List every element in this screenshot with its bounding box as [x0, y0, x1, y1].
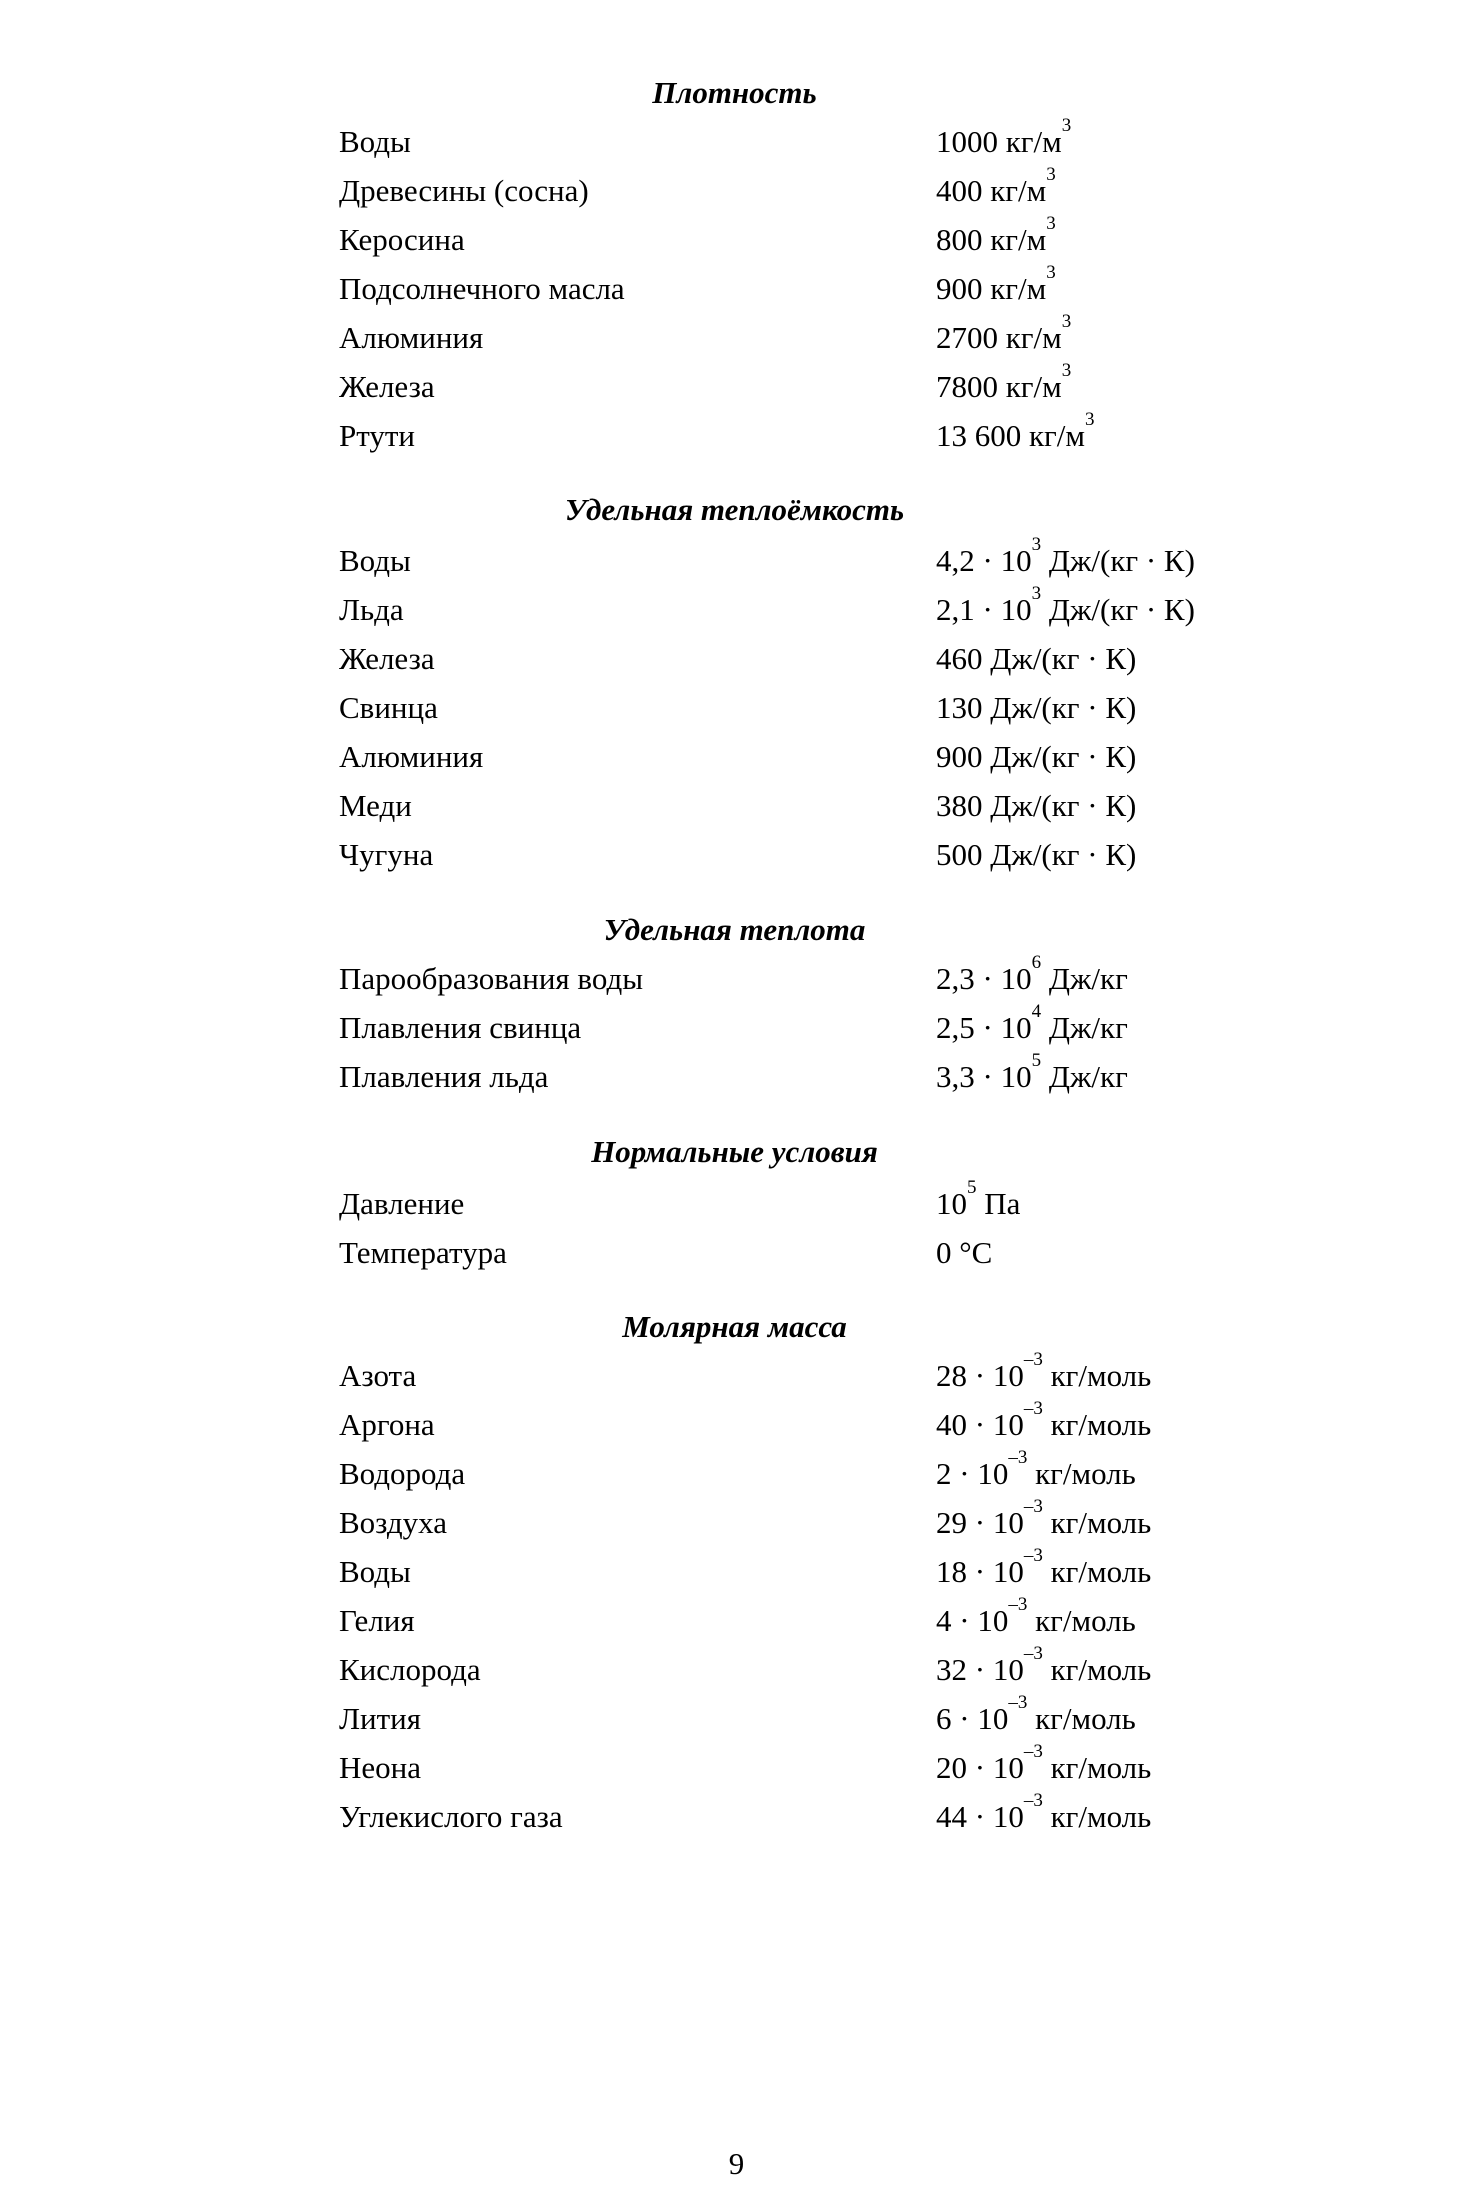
table-row — [0, 835, 1457, 875]
value: $2,1 \cdot 10^3$ Дж/(кг · К) — [936, 583, 1195, 627]
table-row — [0, 583, 1457, 630]
value: $40 \cdot 10^{-3}$ кг/моль — [936, 1398, 1152, 1442]
section-title: Молярная масса — [622, 1309, 847, 1344]
table-row — [0, 262, 1457, 309]
table-row — [0, 1447, 1457, 1494]
table-row — [0, 164, 1457, 211]
table-row — [0, 1177, 1457, 1224]
value: 1000 $кг/м^3$ — [936, 115, 1072, 159]
table-row — [0, 213, 1457, 260]
substance-name: Плавления свинца — [339, 1010, 582, 1045]
value: $32 \cdot 10^{-3}$ кг/моль — [936, 1643, 1152, 1687]
table-row — [0, 1050, 1457, 1097]
substance-name: Железа — [339, 369, 435, 404]
substance-name: Лития — [339, 1701, 422, 1736]
substance-name: Льда — [339, 592, 404, 627]
value: $2,5 \cdot 10^4$ Дж/кг — [936, 1001, 1128, 1045]
substance-name: Алюминия — [339, 320, 484, 355]
substance-name: Меди — [339, 788, 412, 823]
table-row — [0, 360, 1457, 407]
table-row — [0, 1790, 1457, 1837]
table-row — [0, 639, 1457, 679]
table-row — [0, 1594, 1457, 1641]
value: 7800 $кг/м^3$ — [936, 360, 1072, 404]
substance-name: Чугуна — [339, 837, 434, 872]
section-title: Плотность — [652, 75, 817, 110]
table-row — [0, 311, 1457, 358]
value: $2 \cdot 10^{-3}$ кг/моль — [936, 1447, 1136, 1491]
value: 380 Дж/(кг · К) — [936, 788, 1137, 823]
parameter-name: Давление — [339, 1186, 465, 1221]
value: 800 $кг/м^3$ — [936, 213, 1056, 257]
table-row — [0, 1741, 1457, 1788]
table-row — [0, 1398, 1457, 1445]
value: $4 \cdot 10^{-3}$ кг/моль — [936, 1594, 1136, 1638]
page-number: 9 — [728, 2146, 745, 2181]
table-row — [0, 1643, 1457, 1690]
substance-name: Воды — [339, 1554, 411, 1589]
table-row — [0, 1496, 1457, 1543]
substance-name: Воды — [339, 124, 411, 159]
value: 500 Дж/(кг · К) — [936, 837, 1137, 872]
table-row — [0, 786, 1457, 826]
value: $2,3 \cdot 10^6$ Дж/кг — [936, 952, 1128, 996]
value: $28 \cdot 10^{-3}$ кг/моль — [936, 1349, 1152, 1393]
value: 900 Дж/(кг · К) — [936, 739, 1137, 774]
table-row — [0, 534, 1457, 581]
table-row — [0, 1692, 1457, 1739]
table-row — [0, 688, 1457, 728]
value: $20 \cdot 10^{-3}$ кг/моль — [936, 1741, 1152, 1785]
parameter-name: Температура — [339, 1235, 507, 1270]
value: $6 \cdot 10^{-3}$ кг/моль — [936, 1692, 1136, 1736]
value: 130 Дж/(кг · К) — [936, 690, 1137, 725]
substance-name: Древесины (сосна) — [339, 173, 589, 208]
value: $18 \cdot 10^{-3}$ кг/моль — [936, 1545, 1152, 1589]
table-row — [0, 952, 1457, 999]
substance-name: Воды — [339, 543, 411, 578]
substance-name: Плавления льда — [339, 1059, 549, 1094]
table-row — [0, 1545, 1457, 1592]
section-title: Нормальные условия — [591, 1134, 878, 1169]
table-row — [0, 409, 1457, 456]
substance-name: Кислорода — [339, 1652, 481, 1687]
substance-name: Ртути — [339, 418, 416, 453]
substance-name: Железа — [339, 641, 435, 676]
value: $4,2 \cdot 10^3$ Дж/(кг · К) — [936, 534, 1195, 578]
table-row — [0, 737, 1457, 777]
substance-name: Неона — [339, 1750, 421, 1785]
value: 2700 $кг/м^3$ — [936, 311, 1072, 355]
substance-name: Водорода — [339, 1456, 466, 1491]
substance-name: Воздуха — [339, 1505, 447, 1540]
substance-name: Углекислого газа — [339, 1799, 563, 1834]
value: 13 600 $кг/м^3$ — [936, 409, 1095, 453]
substance-name: Свинца — [339, 690, 438, 725]
table-row — [0, 1349, 1457, 1396]
substance-name: Парообразования воды — [339, 961, 644, 996]
substance-name: Аргона — [339, 1407, 435, 1442]
value: $3,3 \cdot 10^5$ Дж/кг — [936, 1050, 1128, 1094]
value: $10^5$ Па — [936, 1177, 1021, 1221]
substance-name: Алюминия — [339, 739, 484, 774]
section-title: Удельная теплоёмкость — [564, 492, 905, 527]
value: 460 Дж/(кг · К) — [936, 641, 1137, 676]
table-row — [0, 1233, 1457, 1273]
value: 0 °С — [936, 1235, 993, 1270]
section-title: Удельная теплота — [603, 912, 866, 947]
value: 900 $кг/м^3$ — [936, 262, 1056, 306]
substance-name: Гелия — [339, 1603, 415, 1638]
value: $44 \cdot 10^{-3}$ кг/моль — [936, 1790, 1152, 1834]
substance-name: Азота — [339, 1358, 417, 1393]
substance-name: Керосина — [339, 222, 465, 257]
value: 400 $кг/м^3$ — [936, 164, 1056, 208]
table-row — [0, 1001, 1457, 1048]
value: $29 \cdot 10^{-3}$ кг/моль — [936, 1496, 1152, 1540]
table-row — [0, 115, 1457, 162]
substance-name: Подсолнечного масла — [339, 271, 625, 306]
